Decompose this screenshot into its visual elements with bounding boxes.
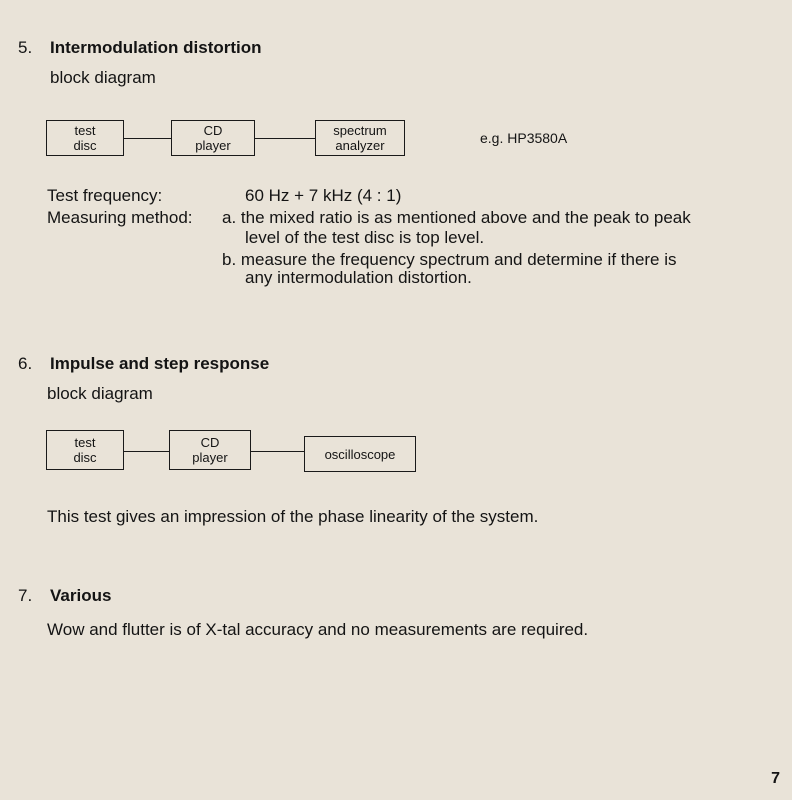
measuring-method-label: Measuring method:	[47, 208, 193, 227]
test-disc-label-2: disc	[73, 138, 97, 153]
cd-player-box	[169, 430, 251, 470]
test-disc-box	[46, 120, 124, 156]
connector-line	[255, 138, 315, 139]
section5-number: 5.	[18, 38, 33, 57]
section6-note: This test gives an impression of the phase linearity of the system.	[47, 507, 539, 526]
section7-note: Wow and flutter is of X-tal accuracy and no measurements are required.	[47, 620, 589, 639]
connector-line	[251, 451, 304, 452]
cd-player-label-2: player	[195, 138, 231, 153]
spectrum-analyzer-label-2: analyzer	[335, 138, 385, 153]
connector-line	[124, 451, 169, 452]
test-disc-label-1: test	[74, 435, 96, 450]
section5-title: Intermodulation distortion	[50, 38, 262, 57]
analyzer-example: e.g. HP3580A	[480, 130, 568, 146]
measuring-method-b-line2: any intermodulation distortion.	[245, 268, 472, 287]
cd-player-label-2: player	[192, 450, 228, 465]
test-disc-label-1: test	[74, 123, 96, 138]
cd-player-label-1: CD	[203, 123, 223, 138]
test-frequency-label: Test frequency:	[47, 186, 163, 205]
cd-player-label-1: CD	[200, 435, 220, 450]
measuring-method-b-line1: b. measure the frequency spectrum and determine if there is	[222, 250, 677, 269]
section6-block-label: block diagram	[47, 384, 153, 403]
section7-number: 7.	[18, 586, 33, 605]
section7-title: Various	[50, 586, 112, 605]
section6-title: Impulse and step response	[50, 354, 270, 373]
test-disc-box	[46, 430, 124, 470]
section6-number: 6.	[18, 354, 33, 373]
measuring-method-a-line2: level of the test disc is top level.	[245, 228, 485, 247]
page-number: 7	[771, 770, 780, 787]
spectrum-analyzer-label-1: spectrum	[333, 123, 387, 138]
oscilloscope-label: oscilloscope	[324, 446, 396, 462]
test-disc-label-2: disc	[73, 450, 97, 465]
oscilloscope-box	[304, 436, 416, 472]
connector-line	[124, 138, 171, 139]
section5-block-label: block diagram	[50, 68, 156, 87]
cd-player-box	[171, 120, 255, 156]
spectrum-analyzer-box	[315, 120, 405, 156]
test-frequency-value: 60 Hz + 7 kHz (4 : 1)	[245, 186, 402, 205]
measuring-method-a-line1: a. the mixed ratio is as mentioned above and the peak to peak	[222, 208, 691, 227]
